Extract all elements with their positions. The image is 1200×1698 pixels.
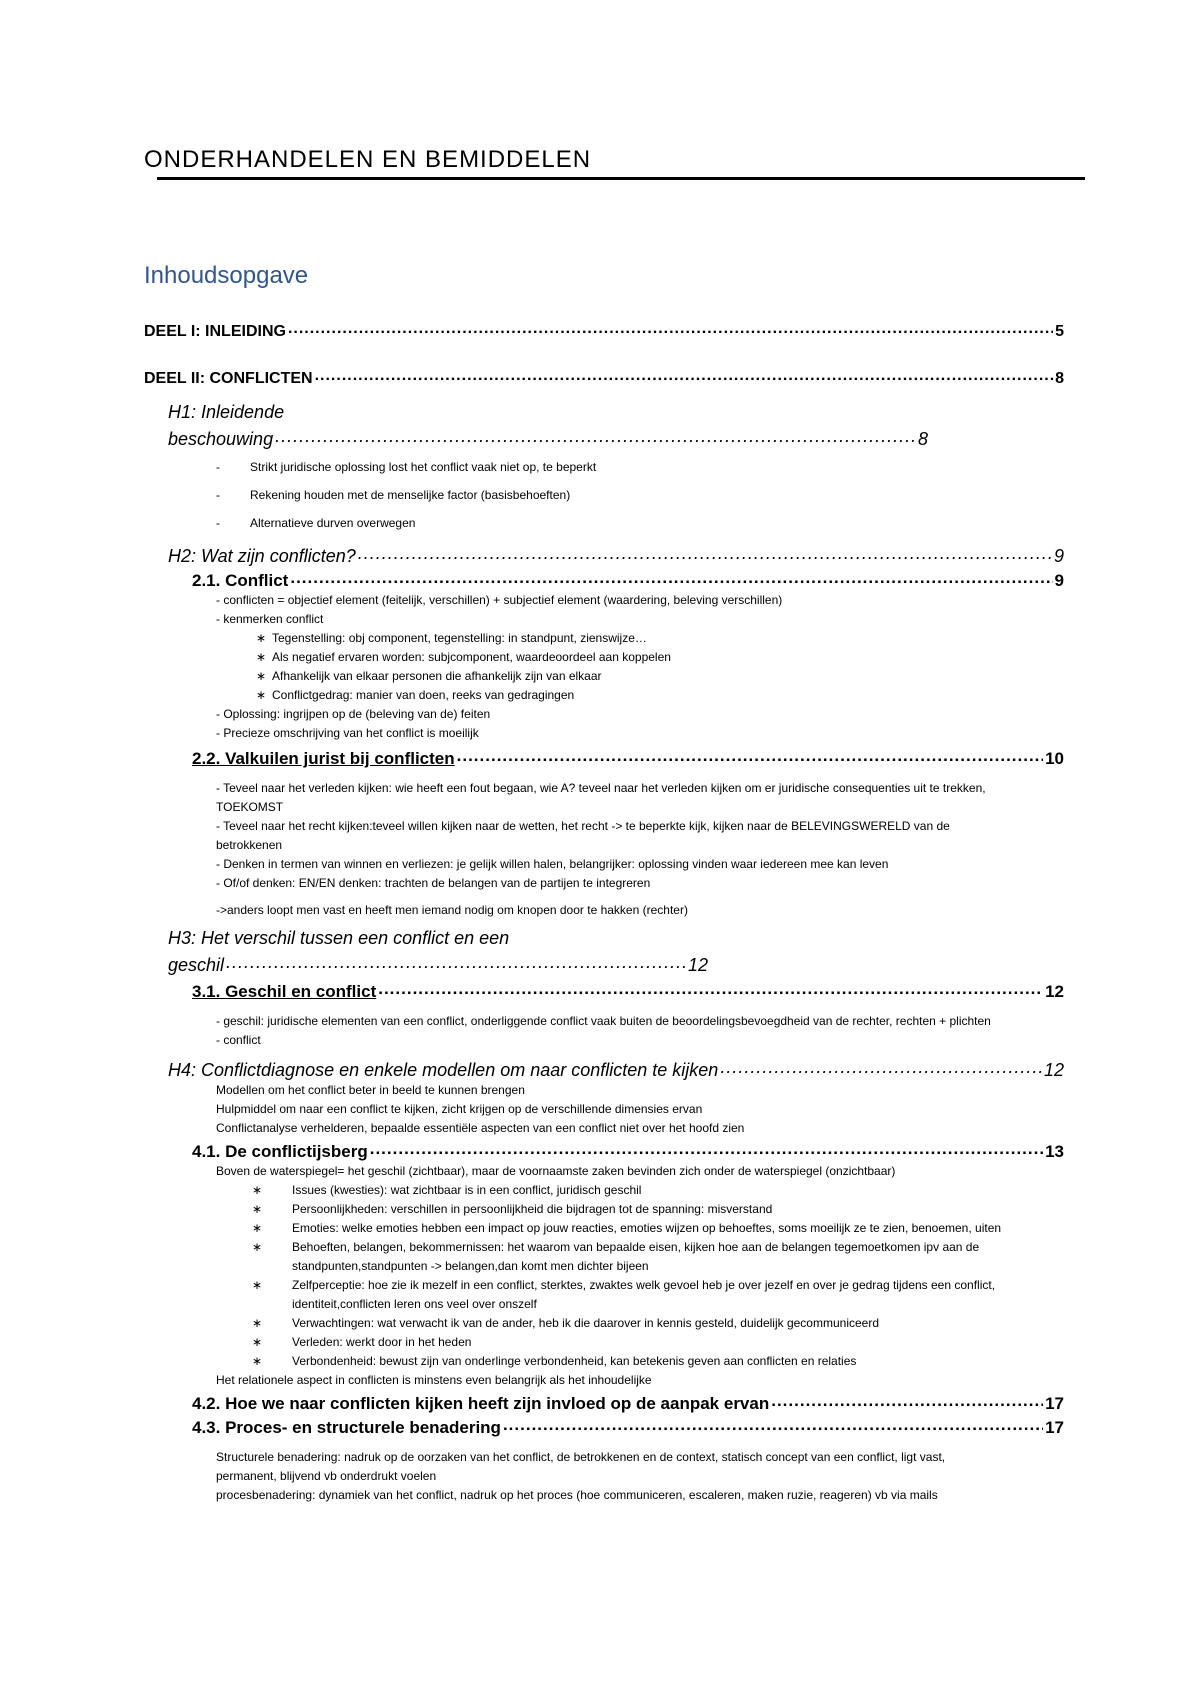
section-note: - Teveel naar het recht kijken:teveel willen kijken naar de wetten, het recht -> te beperkte kijk, kijken naar de BELEVINGSWERELD van de — [216, 819, 950, 833]
section-note: Hulpmiddel om naar een conflict te kijken, zicht krijgen op de verschillende dimensies ervan — [216, 1102, 703, 1116]
section-note: - conflicten = objectief element (feitelijk, verschillen) + subjectief element (waardering, beleving verschillen) — [216, 593, 783, 607]
list-item: - Alternatieve durven overwegen — [216, 516, 416, 530]
toc-entry-h1-line1: H1: Inleidende — [168, 402, 285, 422]
list-item: ∗ Zelfperceptie: hoe zie ik mezelf in een conflict, sterktes, zwaktes welk gevoel heb je over jezelf en over je gedrag tijdens een conflict, identiteit,conflicten leren ons veel over onszelf — [252, 1276, 1064, 1314]
list-item: ∗ Behoeften, belangen, bekommernissen: het waarom van bepaalde eisen, kijken hoe aan de belangen tegemoetkomen ipv aan de standpunten,standpunten -> belangen,dan komt men dichter bijeen — [252, 1238, 1064, 1276]
section-note: permanent, blijvend vb onderdrukt voelen — [216, 1469, 437, 1483]
toc-entry-label: 2.2. Valkuilen jurist bij conflicten — [192, 749, 455, 768]
header-rule — [157, 177, 1085, 180]
section-note: - Denken in termen van winnen en verliezen: je gelijk willen halen, belangrijker: oplossing vinden waar iedereen mee kan leven — [216, 857, 889, 871]
toc-entry-label: 4.2. Hoe we naar conflicten kijken heeft zijn invloed op de aanpak ervan — [192, 1394, 770, 1413]
dash-bullet-icon: - — [216, 488, 220, 502]
dot-leader — [370, 1140, 1043, 1157]
list-item: ∗ Verleden: werkt door in het heden — [252, 1333, 1064, 1352]
section-note: - kenmerken conflict — [216, 612, 324, 626]
dot-leader — [457, 747, 1043, 764]
star-bullet-icon: ∗ — [252, 1221, 263, 1235]
dash-bullet-icon: - — [216, 460, 220, 474]
toc-entry-h3[interactable] — [144, 953, 708, 976]
toc-entry-label: geschil — [168, 955, 225, 975]
toc-entry-page: 17 — [1045, 1418, 1064, 1437]
toc-entry-label: 3.1. Geschil en conflict — [192, 982, 377, 1001]
dash-bullet-icon: - — [216, 516, 220, 530]
toc-entry-4-3[interactable] — [144, 1416, 1064, 1438]
section-note: Het relationele aspect in conflicten is minstens even belangrijk als het inhoudelijke — [216, 1373, 652, 1387]
dot-leader — [290, 569, 1052, 586]
toc-entry-deel1[interactable] — [144, 320, 1064, 341]
geschil-notes — [144, 1012, 1064, 1050]
list-item: ∗ Persoonlijkheden: verschillen in persoonlijkheid die bijdragen tot de spanning: misverstand — [252, 1200, 1064, 1219]
section-note: - geschil: juridische elementen van een conflict, onderliggende conflict vaak buiten de beoordelingsbevoegdheid van de rechter, rechten + plichten — [216, 1014, 991, 1028]
toc-entry-h4[interactable] — [144, 1058, 1064, 1081]
toc-entry-label: DEEL II: CONFLICTEN — [144, 370, 313, 387]
star-bullet-icon: ∗ — [256, 631, 267, 645]
toc-entry-page: 17 — [1045, 1394, 1064, 1413]
toc-entry-page: 12 — [687, 955, 708, 975]
h1-bullet-list — [144, 460, 1064, 530]
section-note: Modellen om het conflict beter in beeld te kunnen brengen — [216, 1083, 525, 1097]
ijsberg-list — [144, 1181, 1064, 1371]
dot-leader — [771, 1392, 1043, 1409]
list-item: ∗ Verwachtingen: wat verwacht ik van de ander, heb ik die daarover in kennis gesteld, duidelijk gecommuniceerd — [252, 1314, 1064, 1333]
section-note: - Oplossing: ingrijpen op de (beleving van de) feiten — [216, 707, 491, 721]
toc-entry-h3-line1: H3: Het verschil tussen een conflict en een — [168, 928, 510, 948]
list-item: ∗ Als negatief ervaren worden: subjcomponent, waardeoordeel aan koppelen — [256, 648, 1064, 667]
toc-entry-2-2[interactable] — [144, 747, 1064, 769]
toc-entry-label: 4.3. Proces- en structurele benadering — [192, 1418, 501, 1437]
toc-entry-page: 5 — [1055, 323, 1064, 340]
dot-leader — [720, 1058, 1042, 1076]
conflict-kenmerken-list — [144, 629, 1064, 705]
section-note: TOEKOMST — [216, 800, 284, 814]
toc-heading: Inhoudsopgave — [144, 262, 309, 289]
section-note: - Teveel naar het verleden kijken: wie heeft een fout begaan, wie A? teveel naar het verleden kijken om er juridische consequenties uit te trekken, — [216, 781, 986, 795]
toc-entry-page: 8 — [917, 429, 928, 449]
star-bullet-icon: ∗ — [256, 650, 267, 664]
list-item: - Strikt juridische oplossing lost het conflict vaak niet op, te beperkt — [216, 460, 597, 474]
section-note: ->anders loopt men vast en heeft men iemand nodig om knopen door te hakken (rechter) — [216, 903, 688, 917]
toc-entry-label: 2.1. Conflict — [192, 571, 289, 590]
toc-entry-3-1[interactable] — [144, 980, 1064, 1002]
section-note: - Of/of denken: EN/EN denken: trachten de belangen van de partijen te integreren — [216, 876, 651, 890]
section-note: Boven de waterspiegel= het geschil (zichtbaar), maar de voornaamste zaken bevinden zich onder de waterspiegel (onzichtbaar) — [216, 1164, 896, 1178]
section-note: betrokkenen — [216, 838, 283, 852]
toc-entry-page: 13 — [1045, 1142, 1064, 1161]
toc-entry-h1[interactable] — [144, 427, 928, 450]
toc-entry-label: beschouwing — [168, 429, 274, 449]
list-item: ∗ Emoties: welke emoties hebben een impact op jouw reacties, emoties wijzen op behoeftes, soms moeilijk ze te zien, benoemen, uiten — [252, 1219, 1064, 1238]
dot-leader — [378, 980, 1043, 997]
dot-leader — [503, 1416, 1043, 1433]
benadering-notes — [144, 1448, 1064, 1505]
dot-leader — [288, 320, 1053, 336]
toc-entry-label: 4.1. De conflictijsberg — [192, 1142, 368, 1161]
toc-entry-deel2[interactable] — [144, 367, 1064, 388]
toc-entry-page: 9 — [1053, 546, 1064, 566]
star-bullet-icon: ∗ — [252, 1335, 263, 1349]
list-item: ∗ Issues (kwesties): wat zichtbaar is in een conflict, juridisch geschil — [252, 1181, 1064, 1200]
toc-entry-page: 9 — [1054, 571, 1064, 590]
list-item: ∗ Conflictgedrag: manier van doen, reeks van gedragingen — [256, 686, 1064, 705]
list-item: ∗ Afhankelijk van elkaar personen die afhankelijk zijn van elkaar — [256, 667, 1064, 686]
dot-leader — [226, 953, 686, 971]
star-bullet-icon: ∗ — [252, 1183, 263, 1197]
section-note: Structurele benadering: nadruk op de oorzaken van het conflict, de betrokkenen en de context, statisch concept van een conflict, ligt vast, — [216, 1450, 946, 1464]
toc-entry-label: H4: Conflictdiagnose en enkele modellen om naar conflicten te kijken — [168, 1060, 719, 1080]
toc-entry-h2[interactable] — [144, 544, 1064, 567]
star-bullet-icon: ∗ — [252, 1316, 263, 1330]
list-item: - Rekening houden met de menselijke factor (basisbehoeften) — [216, 488, 571, 502]
star-bullet-icon: ∗ — [252, 1354, 263, 1368]
document-header-title: ONDERHANDELEN EN BEMIDDELEN — [144, 146, 592, 173]
toc-entry-page: 12 — [1043, 1060, 1064, 1080]
toc-entry-label: DEEL I: INLEIDING — [144, 323, 286, 340]
star-bullet-icon: ∗ — [256, 688, 267, 702]
dot-leader — [358, 544, 1052, 562]
toc-entry-page: 10 — [1045, 749, 1064, 768]
section-note: - conflict — [216, 1033, 261, 1047]
list-item: ∗ Verbondenheid: bewust zijn van onderlinge verbondenheid, kan betekenis geven aan conflicten en relaties — [252, 1352, 1064, 1371]
section-note: procesbenadering: dynamiek van het conflict, nadruk op het proces (hoe communiceren, escaleren, maken ruzie, reageren) vb via mails — [216, 1488, 938, 1502]
section-note: Conflictanalyse verhelderen, bepaalde essentiële aspecten van een conflict niet over het hoofd zien — [216, 1121, 745, 1135]
star-bullet-icon: ∗ — [252, 1202, 263, 1216]
toc-entry-2-1[interactable] — [144, 569, 1064, 591]
toc-entry-label: H2: Wat zijn conflicten? — [168, 546, 356, 566]
toc-entry-page: 8 — [1055, 370, 1064, 387]
dot-leader — [275, 427, 916, 445]
toc-entry-4-1[interactable] — [144, 1140, 1064, 1162]
list-item: ∗ Tegenstelling: obj component, tegenstelling: in standpunt, zienswijze… — [256, 629, 1064, 648]
section-note: - Precieze omschrijving van het conflict is moeilijk — [216, 726, 479, 740]
toc-entry-4-2[interactable] — [144, 1392, 1064, 1414]
table-of-contents — [144, 320, 1064, 1513]
dot-leader — [315, 367, 1054, 383]
star-bullet-icon: ∗ — [252, 1240, 263, 1254]
valkuilen-notes — [144, 779, 1064, 920]
star-bullet-icon: ∗ — [252, 1278, 263, 1292]
star-bullet-icon: ∗ — [256, 669, 267, 683]
toc-entry-page: 12 — [1045, 982, 1064, 1001]
